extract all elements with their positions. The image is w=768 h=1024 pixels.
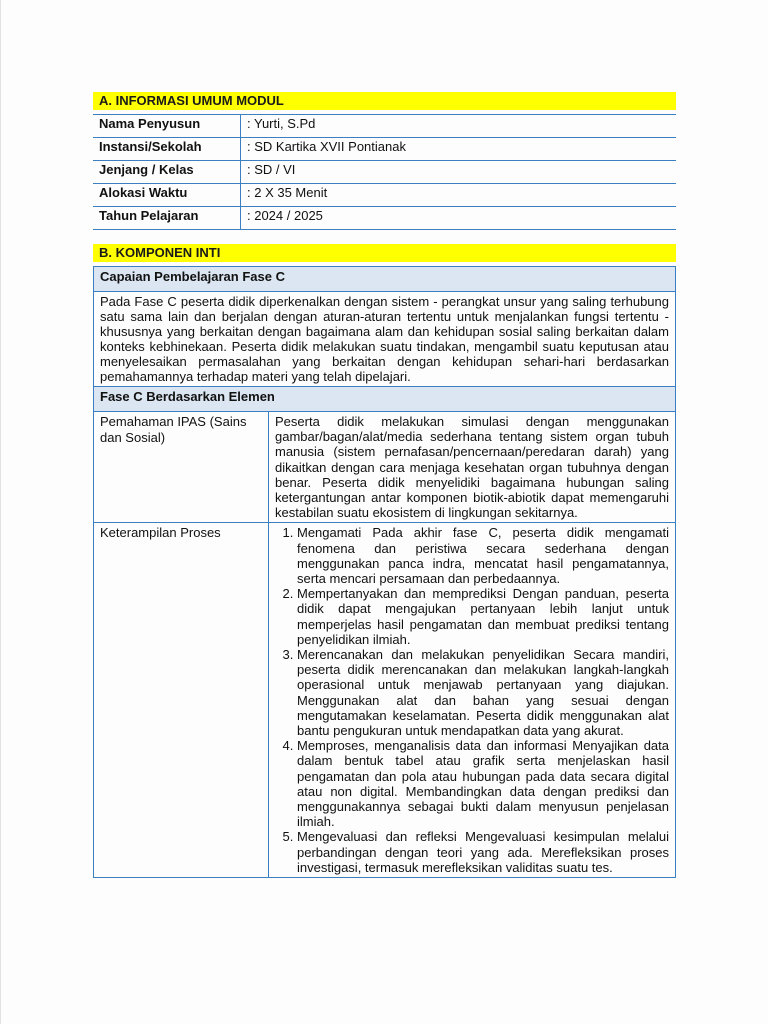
- info-label: Jenjang / Kelas: [93, 161, 241, 184]
- table-row: [93, 138, 676, 161]
- info-label: Instansi/Sekolah: [93, 138, 241, 161]
- info-table: [93, 114, 676, 230]
- table-row: [94, 387, 676, 412]
- list-item: 5. Mengevaluasi dan refleksi Mengevaluasi kesimpulan melalui perbandingan dengan teori yang ada. Merefleksikan proses investigasi, termasuk merefleksikan validitas suatu tes.: [297, 829, 669, 875]
- table-row: [94, 523, 676, 878]
- keterampilan-list: [275, 525, 669, 875]
- list-item: 4. Memproses, menganalisis data dan informasi Menyajikan data dalam bentuk tabel atau grafik serta menjelaskan hasil pengamatan dan pola atau hubungan pada data secara digital atau non digital. Membandingkan data dengan prediksi dan menggunakannya sebagai bukti dalam menyusun penjelasan ilmiah.: [297, 738, 669, 829]
- table-row: [93, 207, 676, 230]
- info-label: Tahun Pelajaran: [93, 207, 241, 230]
- info-value: : SD / VI: [241, 161, 677, 184]
- table-row: [93, 184, 676, 207]
- pemahaman-label: Pemahaman IPAS (Sains dan Sosial): [94, 412, 269, 523]
- keterampilan-label: Keterampilan Proses: [94, 523, 269, 878]
- info-label: Nama Penyusun: [93, 115, 241, 138]
- info-value: : Yurti, S.Pd: [241, 115, 677, 138]
- section-a-heading: A. INFORMASI UMUM MODUL: [93, 92, 676, 110]
- info-value: : SD Kartika XVII Pontianak: [241, 138, 677, 161]
- page-edge: [0, 0, 1, 1024]
- elemen-heading: Fase C Berdasarkan Elemen: [94, 387, 676, 412]
- pemahaman-text: Peserta didik melakukan simulasi dengan menggunakan gambar/bagan/alat/media sederhana tentang sistem organ tubuh manusia (sistem pernafasan/pencernaan/peredaran darah) yang dikaitkan dengan cara menjaga kesehatan organ tubuhnya dengan benar. Peserta didik menyelidiki bagaimana hubungan saling ketergantungan antar komponen biotik-abiotik dapat memengaruhi kestabilan suatu ekosistem di lingkungan sekitarnya.: [269, 412, 676, 523]
- table-row: [94, 267, 676, 292]
- list-item: 1. Mengamati Pada akhir fase C, peserta didik mengamati fenomena dan peristiwa secara sederhana dengan menggunakan panca indra, mencatat hasil pengamatannya, serta mencari persamaan dan perbedaannya.: [297, 525, 669, 586]
- info-value: : 2024 / 2025: [241, 207, 677, 230]
- capaian-text: Pada Fase C peserta didik diperkenalkan dengan sistem - perangkat unsur yang saling terhubung satu sama lain dan berjalan dengan aturan-aturan tertentu untuk menjalankan fungsi tertentu - khususnya yang berkaitan dengan bagaimana alam dan kehidupan sosial saling berkaitan dalam konteks kebhinekaan. Peserta didik melakukan suatu tindakan, mengambil suatu keputusan atau menyelesaikan permasalahan yang berkaitan dengan kehidupan sehari-hari berdasarkan pemahamannya terhadap materi yang telah dipelajari.: [94, 292, 676, 387]
- table-row: [93, 161, 676, 184]
- section-b-heading: B. KOMPONEN INTI: [93, 244, 676, 262]
- komponen-inti-table: [93, 266, 676, 878]
- list-item: 2. Mempertanyakan dan memprediksi Dengan panduan, peserta didik dapat mengajukan pertanyaan lebih lanjut untuk memperjelas hasil pengamatan dan membuat prediksi tentang penyelidikan ilmiah.: [297, 586, 669, 647]
- table-row: [94, 412, 676, 523]
- document-page: [93, 92, 676, 878]
- list-item: 3. Merencanakan dan melakukan penyelidikan Secara mandiri, peserta didik merencanakan dan melakukan langkah-langkah operasional untuk menjawab pertanyaan yang diajukan. Menggunakan alat dan bahan yang sesuai dengan mengutamakan keselamatan. Peserta didik menggunakan alat bantu pengukuran untuk mendapatkan data yang akurat.: [297, 647, 669, 738]
- info-label: Alokasi Waktu: [93, 184, 241, 207]
- keterampilan-cell: [269, 523, 676, 878]
- capaian-heading: Capaian Pembelajaran Fase C: [94, 267, 676, 292]
- table-row: [94, 292, 676, 387]
- table-row: [93, 115, 676, 138]
- info-value: : 2 X 35 Menit: [241, 184, 677, 207]
